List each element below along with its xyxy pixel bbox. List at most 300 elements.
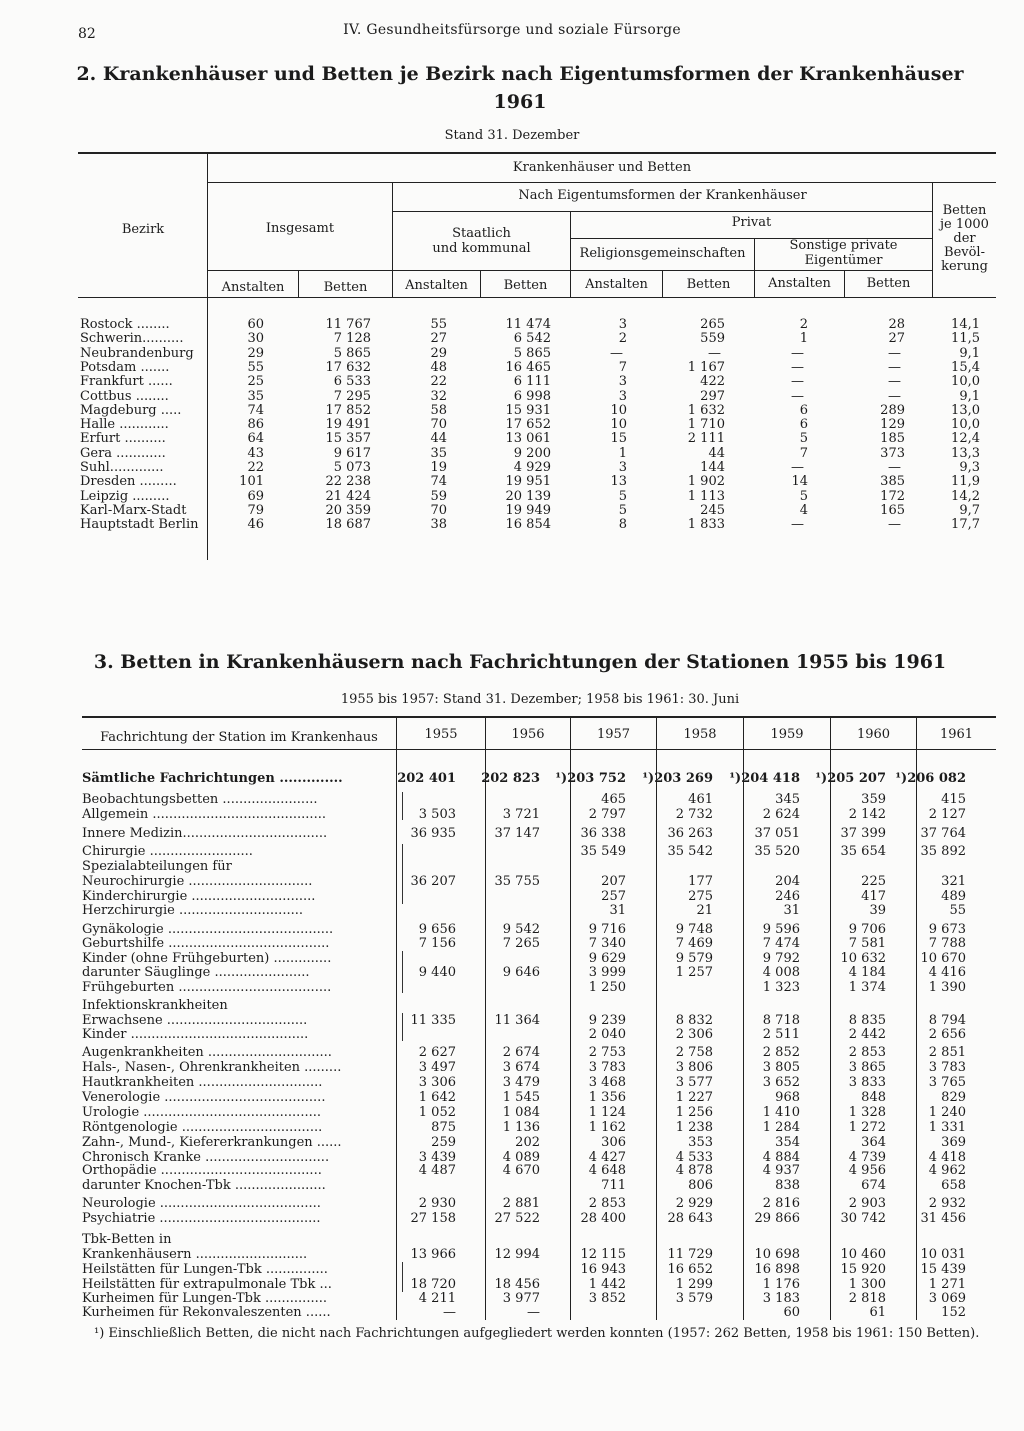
table2-header-staatlich-2: und kommunal [432,241,531,256]
table3-cell: 4 416 [928,965,966,980]
table2-cell: — [791,359,804,375]
table3-row-label: Heilstätten für extrapulmonale Tbk ... [82,1277,332,1292]
table2-cell: 1 632 [687,402,725,418]
table3-cell: 1 331 [928,1120,966,1135]
table2-cell: 19 949 [505,502,551,518]
table2-cell: 9,1 [959,345,980,361]
table3-cell: 9 239 [588,1013,626,1028]
table3-cell: 9 440 [418,965,456,980]
table3-cell: 1 162 [588,1120,626,1135]
table2-header-top: Krankenhäuser und Betten [512,160,692,175]
table3-row-label: darunter Knochen-Tbk ...................... [82,1178,326,1193]
table2-cell: 20 359 [325,502,371,518]
table3-cell: 9 579 [675,951,713,966]
table3-cell: 207 [601,874,626,889]
table3-row-label: Orthopädie ....................................... [82,1163,322,1178]
table2-cell: 70 [430,417,447,433]
table2-cell: 17 652 [505,417,551,433]
table3-cell: 4 487 [418,1163,456,1178]
table3-cell: 4 418 [928,1150,966,1165]
table3-cell: 7 265 [502,936,540,951]
table3-cell: 11 729 [667,1247,713,1262]
table2-cell: 559 [700,331,725,347]
table3-cell: 9 656 [418,922,456,937]
table2-cell: 19 [430,460,447,475]
table3-cell: 2 932 [928,1196,966,1211]
table3-cell: 29 866 [754,1211,800,1226]
table3-cell: 3 977 [502,1291,540,1306]
table3-row-label: Augenkrankheiten .............................. [82,1045,332,1060]
table2-cell: 17 852 [325,402,371,418]
table3-cell: 8 794 [928,1013,966,1028]
table3-cell: 4 533 [675,1150,713,1165]
table3-cell: — [443,1305,456,1320]
table2-header-anstalten: Anstalten [768,276,831,291]
table2-cell: 64 [247,431,264,447]
table2-cell: 44 [430,431,447,447]
table3-cell: 7 469 [675,936,713,951]
table3-row-label: Spezialabteilungen für [82,859,232,874]
table2-cell: 15,4 [951,359,980,375]
table2-divider [207,270,933,271]
table3-row-label: Tbk-Betten in [82,1232,172,1247]
table3-cell: 2 853 [588,1196,626,1211]
table2-cell: 16 465 [505,359,551,375]
table2-cell: 25 [247,374,264,390]
table2-cell: 265 [700,317,725,332]
table3-cell: 1 227 [675,1090,713,1105]
table2-cell: 44 [708,445,725,461]
table2-row-bezirk: Dresden ......... [80,474,177,490]
table2-cell: 1 [799,331,808,347]
table3-cell: ¹)205 207 [815,771,886,786]
table2-cell: — [791,517,804,533]
table2-cell: 10,0 [951,374,980,390]
table3-cell: 10 670 [920,951,966,966]
table3-cell: 2 127 [928,807,966,822]
table2-header-betten-je-1: Betten [942,203,987,218]
table3-cell: 345 [775,792,800,807]
table2-cell: 60 [247,317,264,332]
table2-header-insgesamt: Insgesamt [265,221,335,236]
table3-cell: 55 [949,903,966,918]
table2-cell: 14,1 [951,317,980,332]
table3-cell: 2 881 [502,1196,540,1211]
table2-cell: 3 [618,460,627,475]
table3-cell: 1 300 [848,1277,886,1292]
table2-header-religion: Religionsgemeinschaften [579,246,746,261]
table3-cell: 202 [515,1135,540,1150]
table3-cell: 1 323 [762,980,800,995]
table3-cell: 1 257 [675,965,713,980]
table3-cell: 1 256 [675,1105,713,1120]
table2-cell: 11,5 [951,331,980,347]
table3-cell: 7 156 [418,936,456,951]
table2-cell: 58 [430,402,447,418]
table2-header-betten: Betten [686,277,731,292]
table3-cell: 4 184 [848,965,886,980]
table2-cell: — [888,460,901,475]
table3-cell: 225 [861,874,886,889]
table3-row-label: Zahn-, Mund-, Kiefererkrankungen ...... [82,1135,342,1150]
table3-cell: 359 [861,792,886,807]
table2-cell: 13 061 [505,431,551,447]
table3-cell: 27 158 [410,1211,456,1226]
table3-cell: 848 [861,1090,886,1105]
table3-row-label: Gynäkologie ........................................ [82,922,334,937]
table2-header-privat: Privat [731,215,772,230]
table2-row-bezirk: Neubrandenburg [80,345,194,361]
table2-header-betten-je-5: kerung [941,259,988,274]
table3-row-label: darunter Säuglinge ....................... [82,965,310,980]
table3-row-label: Hautkrankheiten .............................. [82,1075,323,1090]
table3-cell: 3 183 [762,1291,800,1306]
table2-row-bezirk: Halle ............ [80,417,169,433]
table3-cell: 246 [775,889,800,904]
table2-cell: 30 [247,331,264,347]
table2-cell: 15 357 [325,431,371,447]
table3-cell: 1 238 [675,1120,713,1135]
table2-cell: 10 [610,417,627,433]
table2-cell: 9,1 [959,388,980,404]
table3-cell: 1 136 [502,1120,540,1135]
table3-cell: 2 797 [588,807,626,822]
table2-cell: 9,7 [959,502,980,518]
table3-cell: 37 399 [840,826,886,841]
table2-cell: 5 073 [333,460,371,475]
table2-row-bezirk: Erfurt .......... [80,431,166,447]
table3-year-header: 1955 [424,727,458,742]
table2-cell: 3 [618,374,627,390]
table2-cell: 19 491 [325,417,371,433]
table2-cell: — [888,345,901,361]
table2-row-bezirk: Hauptstadt Berlin [80,517,199,533]
table2-divider [392,211,932,212]
table2-row-bezirk: Potsdam ....... [80,359,170,375]
table2-cell: 6 [799,417,808,433]
table3-cell: 28 400 [580,1211,626,1226]
table3-cell: 4 670 [502,1163,540,1178]
table2-cell: 7 [799,445,808,461]
table2-header-betten: Betten [503,278,548,293]
table3-cell: 31 [783,903,800,918]
table2-cell: 35 [247,388,264,404]
table2-cell: 5 [799,488,808,504]
table3-cell: 2 306 [675,1027,713,1042]
brace-mark [402,1013,403,1041]
table2-cell: 17 632 [325,359,371,375]
table2-row-bezirk: Frankfurt ...... [80,374,173,390]
table3-cell: 415 [941,792,966,807]
table2-cell: 22 238 [325,474,371,490]
table3-cell: 9 748 [675,922,713,937]
table2-cell: 9 200 [513,445,551,461]
table3-cell: 1 124 [588,1105,626,1120]
table2-cell: 11 474 [505,317,551,332]
table3-cell: 36 338 [580,826,626,841]
table3-row-label: Neurochirurgie .............................. [82,874,313,889]
table2-cell: 20 139 [505,488,551,504]
table2-cell: 4 [799,502,808,518]
table2-cell: 245 [700,502,725,518]
table3-cell: 2 442 [848,1027,886,1042]
table2-row-bezirk: Rostock ........ [80,317,170,332]
table3-cell: 3 577 [675,1075,713,1090]
table3-cell: 2 758 [675,1045,713,1060]
table3-row-label: Kurheimen für Rekonvaleszenten ...... [82,1305,331,1320]
table2-cell: 2 111 [687,431,725,447]
table3-cell: 152 [941,1305,966,1320]
table3-cell: 4 648 [588,1163,626,1178]
table2-cell: 1 [618,445,627,461]
table2-cell: 1 113 [687,488,725,504]
table2-cell: 2 [799,317,808,332]
table3-year-header: 1956 [511,727,545,742]
table3-cell: 37 147 [494,826,540,841]
table3-row-label: Heilstätten für Lungen-Tbk ............... [82,1262,328,1277]
table3-cell: 7 340 [588,936,626,951]
table2-cell: — [888,517,901,533]
table2-cell: 129 [880,417,905,433]
table3-cell: 16 898 [754,1262,800,1277]
table2-header-betten: Betten [323,280,368,295]
table2-cell: 10,0 [951,417,980,433]
table3-cell: 3 439 [418,1150,456,1165]
table2-cell: 35 [430,445,447,461]
table3-cell: 3 479 [502,1075,540,1090]
table2-cell: 11,9 [951,474,980,490]
table3-cell: 275 [688,889,713,904]
table2-cell: 29 [247,345,264,361]
table3-cell: 369 [941,1135,966,1150]
table3-cell: 9 673 [928,922,966,937]
table2-cell: 5 865 [333,345,371,361]
table2-cell: 55 [247,359,264,375]
table2-header-sonstige-1: Sonstige private [789,238,898,253]
table2-cell: 11 767 [325,317,371,332]
table2-cell: 5 [618,502,627,518]
table2-cell: 165 [880,502,905,518]
table3-row-label: Krankenhäusern ........................... [82,1247,308,1262]
table2-cell: 10 [610,402,627,418]
table3-cell: 4 739 [848,1150,886,1165]
table3-row-label: Innere Medizin................................... [82,826,328,841]
table2-cell: 74 [247,402,264,418]
table3-cell: 36 207 [410,874,456,889]
table3-cell: ¹)203 269 [642,771,713,786]
table2-cell: 1 902 [687,474,725,490]
brace-mark [402,1262,403,1292]
table3-cell: 1 328 [848,1105,886,1120]
table3-cell: 2 627 [418,1045,456,1060]
table3-cell: 31 456 [920,1211,966,1226]
table3-cell: 16 652 [667,1262,713,1277]
table3-row-label: Herzchirurgie .............................. [82,903,303,918]
table2-cell: 13,0 [951,402,980,418]
table2-cell: 27 [888,331,905,347]
table3-cell: 3 805 [762,1060,800,1075]
table2-cell: 185 [880,431,905,447]
table2-top-rule [78,152,996,154]
table2-cell: 48 [430,359,447,375]
table2-cell: 172 [880,488,905,504]
table3-row-label: Hals-, Nasen-, Ohrenkrankheiten ......... [82,1060,342,1075]
table2-cell: 5 [799,431,808,447]
table3-cell: 16 943 [580,1262,626,1277]
table2-cell: 4 929 [513,460,551,475]
table2-cell: 6 [799,402,808,418]
table3-cell: 4 962 [928,1163,966,1178]
brace-mark [402,792,403,820]
table3-cell: 3 783 [588,1060,626,1075]
table3-cell: 4 008 [762,965,800,980]
table3-cell: 1 642 [418,1090,456,1105]
table2-cell: 12,4 [951,431,980,447]
table3-cell: 3 865 [848,1060,886,1075]
table3-cell: 3 674 [502,1060,540,1075]
table2-cell: 16 854 [505,517,551,533]
table2-cell: 297 [700,388,725,404]
table3-cell: 15 439 [920,1262,966,1277]
table2-cell: 3 [618,317,627,332]
table2-cell: 13 [610,474,627,490]
table3-cell: 1 271 [928,1277,966,1292]
table3-cell: 257 [601,889,626,904]
table3-row-label: Kurheimen für Lungen-Tbk ............... [82,1291,327,1306]
table3-cell: 202 823 [481,771,540,786]
table3-row-label: Sämtliche Fachrichtungen .............. [82,771,343,786]
table3-cell: 202 401 [397,771,456,786]
table2-cell: 18 687 [325,517,371,533]
table2-cell: 38 [430,517,447,533]
table2-cell: 15 [610,431,627,447]
table2-title-line2: 1961 [493,91,547,113]
table3-cell: 11 335 [410,1013,456,1028]
table3-cell: 3 652 [762,1075,800,1090]
table3-cell: 2 930 [418,1196,456,1211]
table3-cell: 12 115 [580,1247,626,1262]
table2-row-bezirk: Cottbus ........ [80,388,169,404]
table2-cell: 55 [430,317,447,332]
table3-cell: 711 [601,1178,626,1193]
table2-cell: 22 [430,374,447,390]
table3-row-label: Venerologie ....................................... [82,1090,326,1105]
table3-cell: 806 [688,1178,713,1193]
table2-row-bezirk: Leipzig ......... [80,488,170,504]
table3-cell: 2 511 [762,1027,800,1042]
table3-cell: 2 818 [848,1291,886,1306]
table3-cell: 9 542 [502,922,540,937]
table3-cell: 35 542 [667,844,713,859]
table2-row-bezirk: Magdeburg ..... [80,402,182,418]
table2-header-eigentum: Nach Eigentumsformen der Krankenhäuser [518,188,807,203]
page-number: 82 [78,26,96,42]
table3-cell: 4 089 [502,1150,540,1165]
table3-cell: 39 [869,903,886,918]
table3-cell: 1 176 [762,1277,800,1292]
table3-cell: 2 674 [502,1045,540,1060]
table3-cell: 18 720 [410,1277,456,1292]
table3-cell: 1 250 [588,980,626,995]
table3-cell: 3 721 [502,807,540,822]
table2-cell: 7 [618,359,627,375]
table3-cell: 3 468 [588,1075,626,1090]
table3-cell: 1 545 [502,1090,540,1105]
brace-mark [402,844,403,904]
table2-cell: 14 [791,474,808,490]
table3-cell: 35 755 [494,874,540,889]
table3-cell: 2 853 [848,1045,886,1060]
table3-row-label: Kinder ........................................... [82,1027,309,1042]
table2-cell: — [791,374,804,390]
table3-row-label: Infektionskrankheiten [82,998,228,1013]
table3-top-rule [82,716,996,718]
table3-cell: 35 549 [580,844,626,859]
table2-cell: 7 128 [333,331,371,347]
table3-cell: ¹)203 752 [555,771,626,786]
table3-cell: 3 497 [418,1060,456,1075]
table2-header-bezirk: Bezirk [121,222,165,237]
table3-cell: 1 374 [848,980,886,995]
table3-cell: 9 792 [762,951,800,966]
table3-cell: 2 040 [588,1027,626,1042]
table3-cell: 21 [696,903,713,918]
table3-cell: 2 656 [928,1027,966,1042]
table2-cell: 6 111 [513,374,551,390]
table2-cell: — [791,460,804,475]
table2-cell: 422 [700,374,725,390]
table3-cell: 1 410 [762,1105,800,1120]
table2-row-bezirk: Karl-Marx-Stadt [80,502,187,518]
table3-cell: 37 051 [754,826,800,841]
table3-cell: 1 272 [848,1120,886,1135]
table2-cell: 32 [430,388,447,404]
footnote: ¹) Einschließlich Betten, die nicht nach Fachrichtungen aufgegliedert werden konnten (1957: 262 Betten, 1958 bis 1961: 150 Betten). [94,1326,980,1341]
table3-row-label: Neurologie ....................................... [82,1196,321,1211]
table3-cell: 1 442 [588,1277,626,1292]
table2-cell: 19 951 [505,474,551,490]
table3-cell: 37 764 [920,826,966,841]
table2-header-rule [78,297,996,298]
table2-cell: 46 [247,517,264,533]
table3-header-rule [82,749,996,750]
table3-cell: 204 [775,874,800,889]
table3-cell: 838 [775,1178,800,1193]
table3-cell: 13 966 [410,1247,456,1262]
table3-cell: 1 284 [762,1120,800,1135]
table3-cell: 2 851 [928,1045,966,1060]
table2-row-bezirk: Schwerin.......... [80,331,184,347]
table2-cell: 86 [247,417,264,433]
table3-cell: 2 753 [588,1045,626,1060]
table3-row-label: Kinderchirurgie .............................. [82,889,316,904]
table3-cell: 2 142 [848,807,886,822]
table3-cell: 7 788 [928,936,966,951]
table3-row-label: Beobachtungsbetten ....................... [82,792,318,807]
table3-cell: 60 [783,1305,800,1320]
table3-cell: 9 646 [502,965,540,980]
table3-cell: 3 503 [418,807,456,822]
table2-cell: 15 931 [505,402,551,418]
table3-row-label: Allgemein .......................................... [82,807,326,822]
table2-cell: 22 [247,460,264,475]
table3-cell: 4 937 [762,1163,800,1178]
table3-cell: 177 [688,874,713,889]
table2-cell: 74 [430,474,447,490]
table3-cell: 2 816 [762,1196,800,1211]
table3-cell: 1 299 [675,1277,713,1292]
table3-row-label: Chronisch Kranke .............................. [82,1150,330,1165]
